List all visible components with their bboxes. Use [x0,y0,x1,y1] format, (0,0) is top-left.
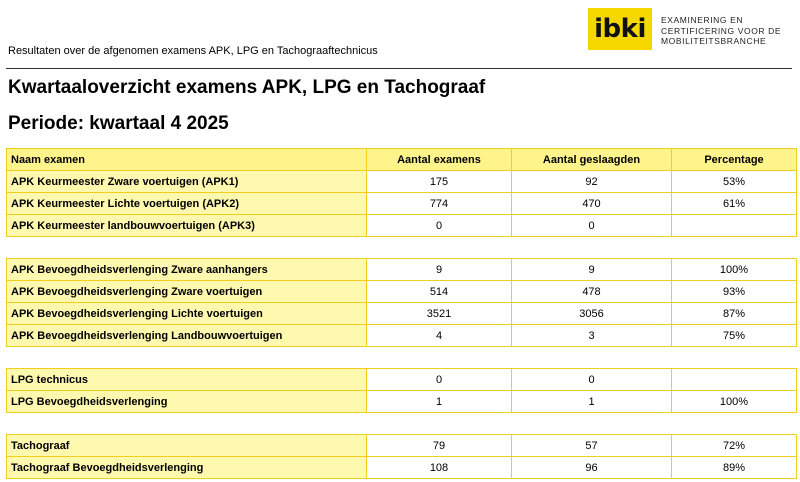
table-row [7,303,797,325]
exam-name-cell: APK Bevoegdheidsverlenging Lichte voertuigen [7,303,367,325]
percentage-cell: 93% [672,281,797,303]
table-row [7,193,797,215]
exam-name-cell: APK Keurmeester Zware voertuigen (APK1) [7,171,367,193]
col-header-passed: Aantal geslaagden [512,149,672,171]
exam-count-cell: 0 [367,215,512,237]
percentage-cell: 53% [672,171,797,193]
passed-count-cell: 3 [512,325,672,347]
percentage-cell [672,369,797,391]
exam-name-cell: Tachograaf Bevoegdheidsverlenging [7,457,367,479]
percentage-cell: 89% [672,457,797,479]
exam-count-cell: 774 [367,193,512,215]
table-row [7,369,797,391]
percentage-cell: 72% [672,435,797,457]
exam-results-table [6,148,797,479]
exam-count-cell: 3521 [367,303,512,325]
percentage-cell: 75% [672,325,797,347]
group-spacer [7,237,797,259]
logo-mark: ibki [594,14,646,44]
exam-name-cell: APK Bevoegdheidsverlenging Landbouwvoertuigen [7,325,367,347]
table-row [7,391,797,413]
exam-name-cell: Tachograaf [7,435,367,457]
exam-name-cell: APK Bevoegdheidsverlenging Zware aanhangers [7,259,367,281]
header-divider [6,68,792,69]
table-row [7,435,797,457]
exam-name-cell: LPG Bevoegdheidsverlenging [7,391,367,413]
logo-line: CERTIFICERING VOOR DE [661,25,782,36]
passed-count-cell: 92 [512,171,672,193]
page-title: Kwartaaloverzicht examens APK, LPG en Tachograaf [8,77,486,98]
table-row [7,457,797,479]
passed-count-cell: 9 [512,259,672,281]
col-header-exams: Aantal examens [367,149,512,171]
passed-count-cell: 1 [512,391,672,413]
exam-name-cell: LPG technicus [7,369,367,391]
percentage-cell: 87% [672,303,797,325]
group-spacer [7,347,797,369]
exam-name-cell: APK Keurmeester landbouwvoertuigen (APK3) [7,215,367,237]
exam-count-cell: 108 [367,457,512,479]
exam-name-cell: APK Keurmeester Lichte voertuigen (APK2) [7,193,367,215]
exam-count-cell: 0 [367,369,512,391]
ibki-logo [588,8,652,50]
exam-count-cell: 79 [367,435,512,457]
logo-line: EXAMINERING EN [661,15,744,25]
exam-name-cell: APK Bevoegdheidsverlenging Zware voertuigen [7,281,367,303]
group-spacer [7,413,797,435]
table-row [7,325,797,347]
percentage-cell: 61% [672,193,797,215]
exam-count-cell: 514 [367,281,512,303]
table-row [7,171,797,193]
logo-tagline [661,15,781,47]
passed-count-cell: 0 [512,215,672,237]
table-row [7,259,797,281]
passed-count-cell: 0 [512,369,672,391]
exam-count-cell: 4 [367,325,512,347]
percentage-cell: 100% [672,259,797,281]
table-header-row [7,149,797,171]
passed-count-cell: 478 [512,281,672,303]
table-row [7,215,797,237]
table-row [7,281,797,303]
table-body [7,171,797,479]
exam-count-cell: 175 [367,171,512,193]
exam-count-cell: 9 [367,259,512,281]
period-title: Periode: kwartaal 4 2025 [8,113,229,134]
passed-count-cell: 57 [512,435,672,457]
passed-count-cell: 470 [512,193,672,215]
col-header-name: Naam examen [7,149,367,171]
report-subtitle: Resultaten over de afgenomen examens APK, LPG en Tachograaftechnicus [8,45,378,57]
percentage-cell [672,215,797,237]
passed-count-cell: 96 [512,457,672,479]
col-header-percentage: Percentage [672,149,797,171]
percentage-cell: 100% [672,391,797,413]
logo-line: MOBILITEITSBRANCHE [661,36,767,46]
exam-count-cell: 1 [367,391,512,413]
passed-count-cell: 3056 [512,303,672,325]
